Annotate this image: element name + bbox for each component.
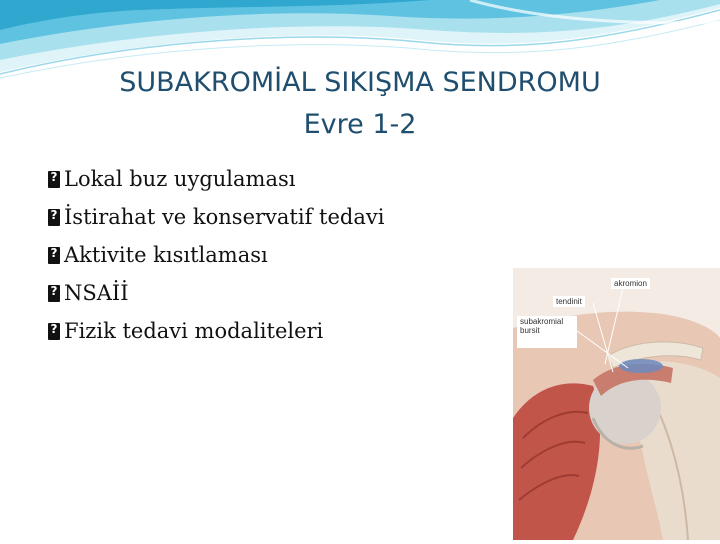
bullet-text: Fizik tedavi modaliteleri [64, 319, 324, 343]
bullet-item [48, 312, 384, 350]
bullet-item [48, 274, 384, 312]
bullet-item [48, 160, 384, 198]
label-tendinitis: tendinit [553, 296, 585, 307]
slide-title-line2: Evre 1-2 [303, 109, 417, 140]
bullet-glyph-icon [48, 209, 60, 226]
bullet-text: Aktivite kısıtlaması [64, 243, 268, 267]
slide-title [0, 62, 720, 146]
bullet-glyph-icon [48, 171, 60, 188]
shoulder-anatomy-drawing [513, 268, 720, 540]
bullet-glyph-icon [48, 247, 60, 264]
label-acromion: akromion [611, 278, 650, 289]
bullet-list [48, 160, 384, 350]
bullet-glyph-icon [48, 323, 60, 340]
label-subacromial-line2: bursit [520, 326, 540, 335]
bullet-text: Lokal buz uygulaması [64, 167, 296, 191]
shoulder-anatomy-image [513, 268, 720, 540]
bullet-item [48, 236, 384, 274]
bullet-glyph-icon [48, 285, 60, 302]
label-subacromial-bursitis [517, 316, 577, 348]
slide-title-line1: SUBAKROMİAL SIKIŞMA SENDROMU [119, 67, 601, 98]
bullet-text: İstirahat ve konservatif tedavi [64, 205, 385, 229]
label-subacromial-line1: subakromial [520, 317, 564, 326]
bullet-item [48, 198, 384, 236]
bullet-text: NSAİİ [64, 281, 129, 305]
